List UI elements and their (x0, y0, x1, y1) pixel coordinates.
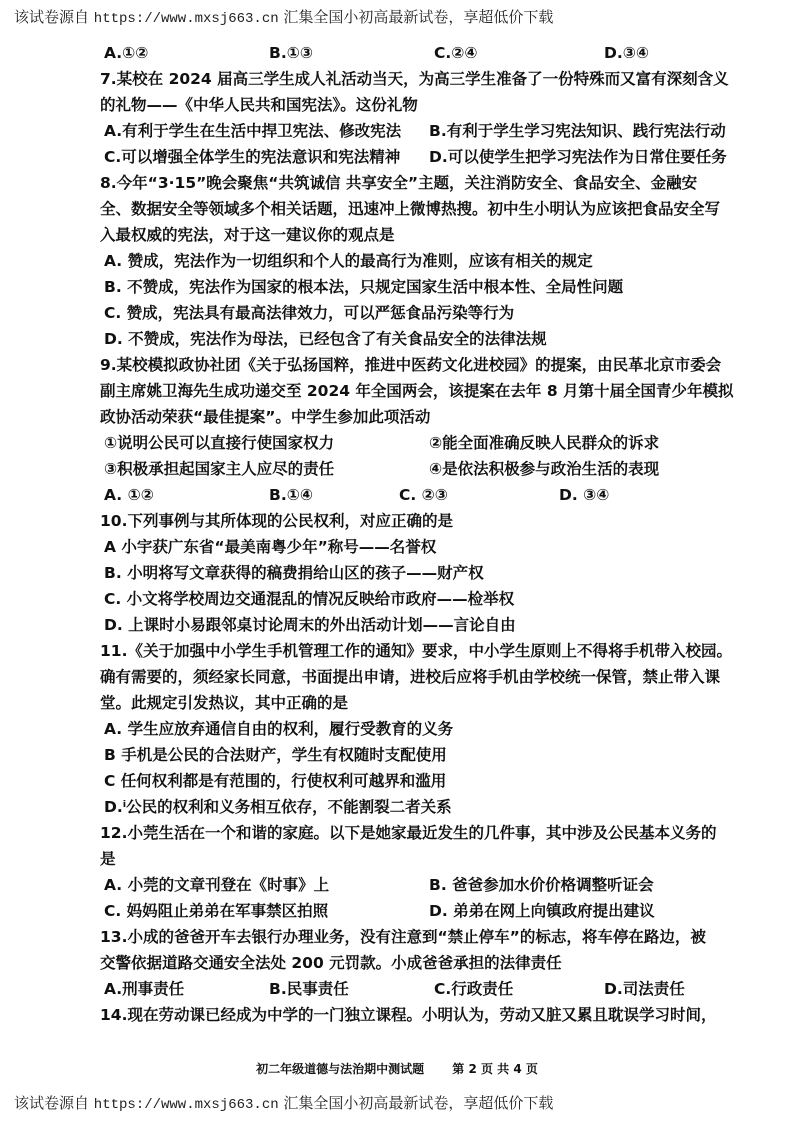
q10-option-b: B. 小明将写文章获得的稿费捐给山区的孩子——财产权 (104, 564, 484, 582)
q9-options (100, 482, 790, 508)
question-14 (100, 1002, 790, 1028)
q7-options-row (100, 118, 790, 144)
question-13 (100, 924, 790, 1002)
q12-option-c: C. 妈妈阻止弟弟在军事禁区拍照 (104, 902, 329, 920)
q9-items-row (100, 430, 790, 456)
q6-options (100, 40, 790, 66)
q9-option-c: C. ②③ (399, 486, 448, 504)
q13-stem-line: 交警依据道路交通安全法处 200 元罚款。小成爸爸承担的法律责任 (100, 954, 562, 972)
q8-stem-line: 8.今年“3·15”晚会聚焦“共筑诚信 共享安全”主题，关注消防安全、食品安全、金融安 (100, 174, 698, 192)
q11-option-b: B 手机是公民的合法财产，学生有权随时支配使用 (104, 746, 447, 764)
q7-option-d: D.可以使学生把学习宪法作为日常住要任务 (429, 148, 727, 166)
banner-prefix: 该试卷源自 (14, 8, 90, 26)
q8-option-a: A. 赞成，宪法作为一切组织和个人的最高行为准则，应该有相关的规定 (104, 252, 593, 270)
q7-option-c: C.可以增强全体学生的宪法意识和宪法精神 (104, 148, 401, 166)
banner-url-link[interactable]: https://www.mxsj663.cn (93, 1097, 279, 1113)
q8-option-c: C. 赞成，宪法具有最高法律效力，可以严惩食品污染等行为 (104, 304, 515, 322)
q13-stem-line: 13.小成的爸爸开车去银行办理业务，没有注意到“禁止停车”的标志，将车停在路边，被 (100, 928, 706, 946)
exam-title: 初二年级道德与法治期中测试题 (256, 1062, 425, 1076)
q6-option-a: A.①② (104, 44, 149, 62)
q8-option-b: B. 不赞成，宪法作为国家的根本法，只规定国家生活中根本性、全局性问题 (104, 278, 624, 296)
q11-stem-line: 11.《关于加强中小学生手机管理工作的通知》要求，中小学生原则上不得将手机带入校园。 (100, 642, 732, 660)
q13-option-a: A.刑事责任 (104, 980, 185, 998)
q9-option-b: B.①④ (269, 486, 313, 504)
q10-option-c: C. 小文将学校周边交通混乱的情况反映给市政府——检举权 (104, 590, 515, 608)
q6-option-b: B.①③ (269, 44, 313, 62)
q9-option-a: A. ①② (104, 486, 154, 504)
q13-option-d: D.司法责任 (604, 980, 685, 998)
q11-option-d: D.ⁱ公民的权利和义务相互依存，不能割裂二者关系 (104, 798, 452, 816)
q11-stem-line: 确有需要的，须经家长同意，书面提出申请，进校后应将手机由学校统一保管，禁止带入课 (100, 668, 721, 686)
q9-item-4: ④是依法积极参与政治生活的表现 (429, 460, 660, 478)
page-number: 第 2 页 共 4 页 (452, 1062, 538, 1076)
banner-suffix: 汇集全国小初高最新试卷，享超低价下载 (283, 8, 554, 26)
q9-item-2: ②能全面准确反映人民群众的诉求 (429, 434, 660, 452)
q8-stem-line: 入最权威的宪法，对于这一建议你的观点是 (100, 226, 395, 244)
q10-stem-line: 10.下列事例与其所体现的公民权利，对应正确的是 (100, 512, 453, 530)
source-banner-bottom (14, 1092, 553, 1113)
q12-stem-line: 12.小莞生活在一个和谐的家庭。以下是她家最近发生的几件事，其中涉及公民基本义务的 (100, 824, 717, 842)
q10-option-a: A 小宇获广东省“最美南粤少年”称号——名誉权 (104, 538, 437, 556)
question-7 (100, 66, 790, 170)
q12-stem-line: 是 (100, 850, 116, 868)
banner-url-link[interactable]: https://www.mxsj663.cn (93, 11, 279, 27)
question-9 (100, 352, 790, 508)
q8-option-d: D. 不赞成，宪法作为母法，已经包含了有关食品安全的法律法规 (104, 330, 547, 348)
q13-options (100, 976, 790, 1002)
q12-option-b: B. 爸爸参加水价价格调整听证会 (429, 876, 654, 894)
banner-suffix: 汇集全国小初高最新试卷，享超低价下载 (283, 1094, 554, 1112)
q11-option-c: C 任何权利都是有范围的，行使权利可越界和滥用 (104, 772, 447, 790)
q9-stem-line: 9.某校模拟政协社团《关于弘扬国粹，推进中医药文化进校园》的提案，由民革北京市委会 (100, 356, 722, 374)
question-12 (100, 820, 790, 924)
exam-page (100, 40, 790, 1028)
q9-stem-line: 政协活动荣获“最佳提案”。中学生参加此项活动 (100, 408, 431, 426)
banner-prefix: 该试卷源自 (14, 1094, 90, 1112)
q11-stem-line: 堂。此规定引发热议，其中正确的是 (100, 694, 349, 712)
q7-stem-line: 7.某校在 2024 届高三学生成人礼活动当天，为高三学生准备了一份特殊而又富有深刻含义 (100, 70, 729, 88)
q12-options-row (100, 872, 790, 898)
q9-item-1: ①说明公民可以直接行使国家权力 (104, 434, 335, 452)
q9-items-row (100, 456, 790, 482)
q9-stem-line: 副主席姚卫海先生成功递交至 2024 年全国两会，该提案在去年 8 月第十届全国青少年模拟 (100, 382, 734, 400)
q6-option-c: C.②④ (434, 44, 478, 62)
q6-option-d: D.③④ (604, 44, 650, 62)
question-8 (100, 170, 790, 352)
q7-option-b: B.有利于学生学习宪法知识、践行宪法行动 (429, 122, 726, 140)
question-10 (100, 508, 790, 638)
q7-options-row (100, 144, 790, 170)
q9-option-d: D. ③④ (559, 486, 610, 504)
question-11 (100, 638, 790, 820)
q7-stem-line: 的礼物——《中华人民共和国宪法》。这份礼物 (100, 96, 418, 114)
page-footer (0, 1060, 794, 1077)
q13-option-b: B.民事责任 (269, 980, 349, 998)
q13-option-c: C.行政责任 (434, 980, 514, 998)
q11-option-a: A. 学生应放弃通信自由的权利，履行受教育的义务 (104, 720, 454, 738)
q12-option-a: A. 小莞的文章刊登在《时事》上 (104, 876, 330, 894)
q9-item-3: ③积极承担起国家主人应尽的责任 (104, 460, 335, 478)
q7-option-a: A.有利于学生在生活中捍卫宪法、修改宪法 (104, 122, 402, 140)
q8-stem-line: 全、数据安全等领域多个相关话题，迅速冲上微博热搜。初中生小明认为应该把食品安全写 (100, 200, 721, 218)
q12-options-row (100, 898, 790, 924)
q12-option-d: D. 弟弟在网上向镇政府提出建议 (429, 902, 655, 920)
source-banner-top (14, 6, 553, 27)
q14-stem-line: 14.现在劳动课已经成为中学的一门独立课程。小明认为，劳动又脏又累且耽误学习时间， (100, 1006, 717, 1024)
q10-option-d: D. 上课时小易跟邻桌讨论周末的外出活动计划——言论自由 (104, 616, 516, 634)
